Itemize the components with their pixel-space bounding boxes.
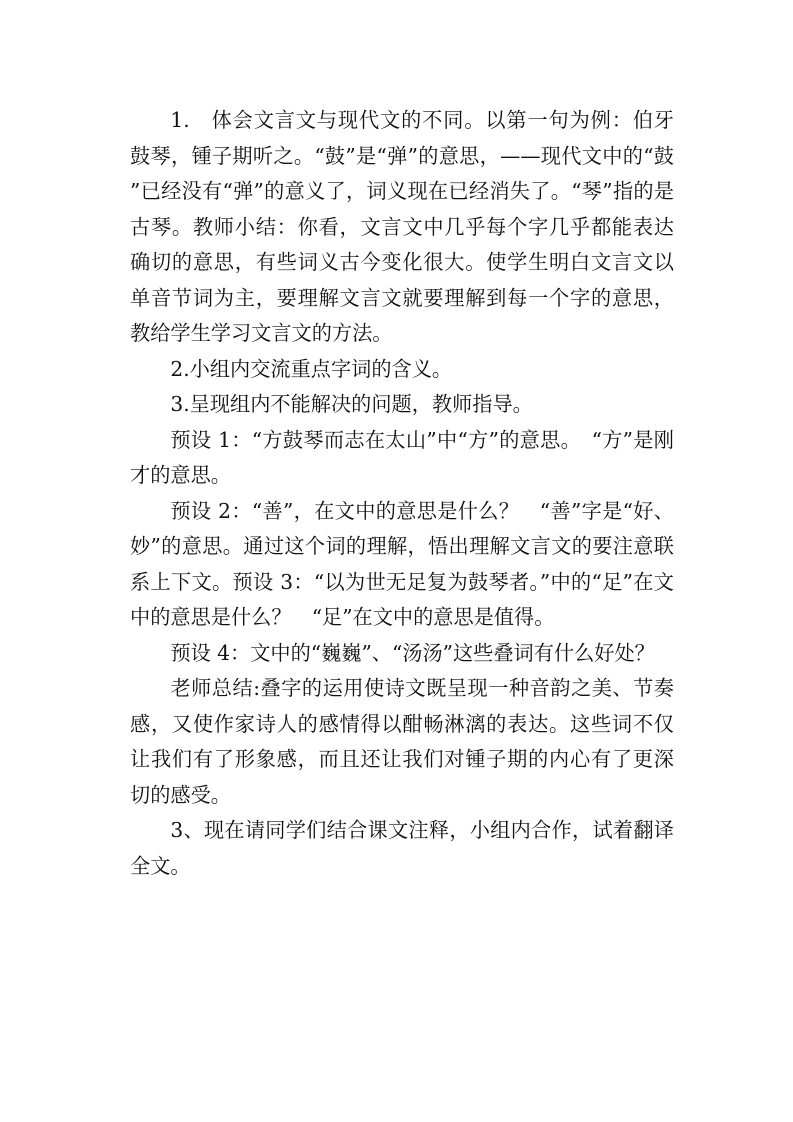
paragraph-8: 3、现在请同学们结合课文注释，小组内合作，试着翻译全文。	[130, 818, 674, 878]
paragraph-4: 预设 1：“方鼓琴而志在太山”中“方”的意思。 “方”是刚才的意思。	[130, 427, 674, 487]
paragraph-6: 预设 4：文中的“巍巍”、“汤汤”这些叠词有什么好处？	[170, 640, 655, 665]
paragraph-3: 3.呈现组内不能解决的问题，教师指导。	[170, 392, 533, 416]
paragraph-7: 老师总结:叠字的运用使诗文既呈现一种音韵之美、节奏感，又使作家诗人的感情得以酣畅淋漓的表达。这些词不仅让我们有了形象感，而且还让我们对锺子期的内心有了更深切的感受。	[130, 676, 674, 807]
paragraph-1: 1. 体会文言文与现代文的不同。以第一句为例：伯牙鼓琴，锺子期听之。“鼓”是“弹”的意思，——现代文中的“鼓”已经没有“弹”的意义了，词义现在已经消失了。“琴”指的是古琴。教师小结：你看，文言文中几乎每个字几乎都能表达确切的意思，有些词义古今变化很大。使学生明白文言文以单音节词为主，要理解文言文就要理解到每一个字的意思，教给学生学习文言文的方法。	[130, 108, 674, 345]
paragraph-2: 2.小组内交流重点字词的含义。	[170, 356, 453, 381]
paragraph-5: 预设 2：“善”，在文中的意思是什么？ “善”字是“好、妙”的意思。通过这个词的理解，悟出理解文言文的要注意联系上下文。预设 3：“以为世无足复为鼓琴者。”中的“足”在文中的意思是什么？ “足”在文中的意思是值得。	[130, 498, 674, 629]
document-body	[130, 103, 674, 884]
